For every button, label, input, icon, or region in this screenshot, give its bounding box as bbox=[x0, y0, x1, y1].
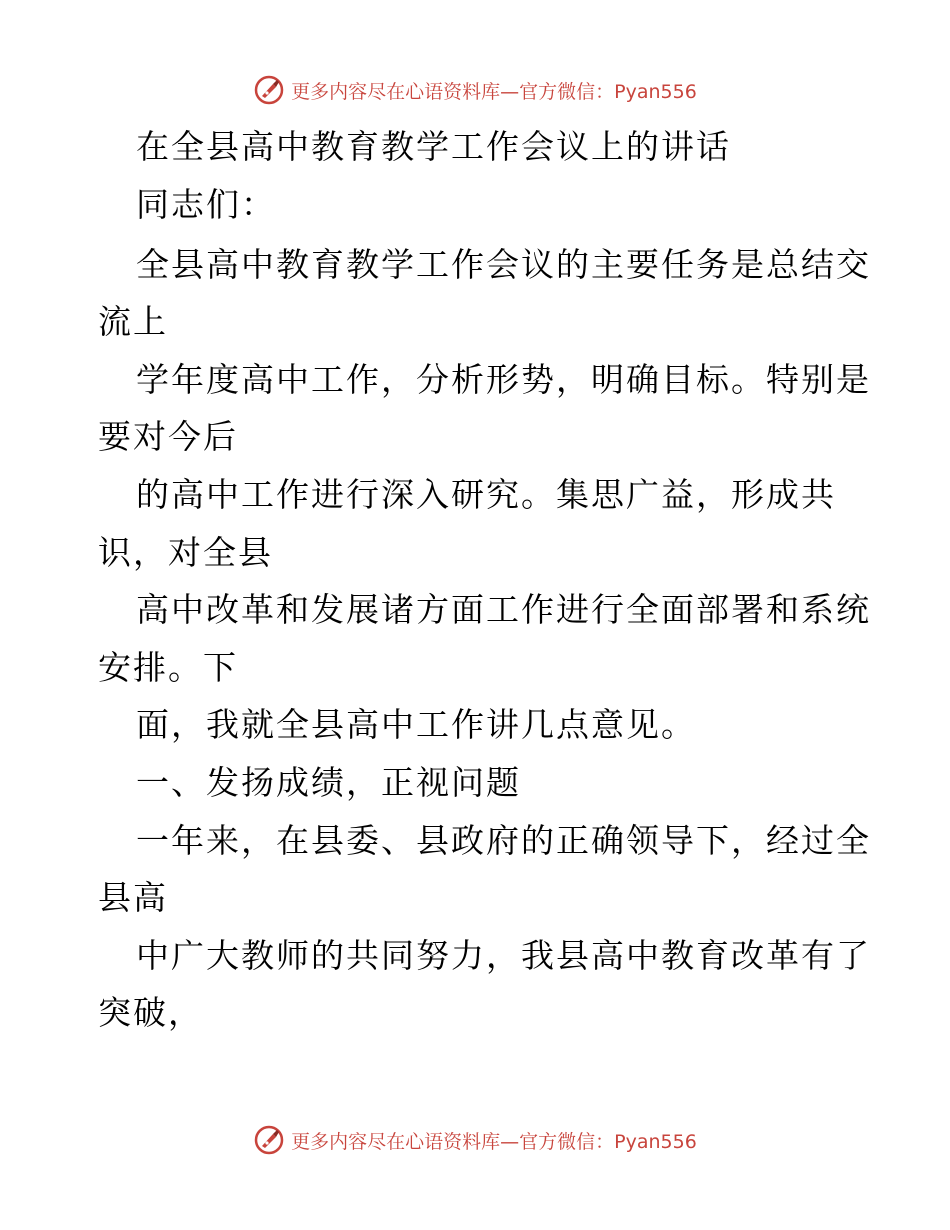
paragraph-line: 突破， bbox=[98, 993, 203, 1032]
paragraph-line: 的高中工作进行深入研究。集思广益，形成共 bbox=[136, 475, 836, 514]
paragraph-line: 全县高中教育教学工作会议的主要任务是总结交 bbox=[136, 245, 871, 284]
watermark-text: 更多内容尽在心语资料库—官方微信：Pyan556 bbox=[291, 1130, 697, 1153]
paragraph-line: 要对今后 bbox=[98, 417, 238, 456]
paragraph-line: 高中改革和发展诸方面工作进行全面部署和系统 bbox=[136, 590, 871, 629]
watermark-footer bbox=[0, 1120, 950, 1160]
paragraph-line: 识，对全县 bbox=[98, 533, 273, 572]
paragraph-line: 中广大教师的共同努力，我县高中教育改革有了 bbox=[136, 936, 871, 975]
section-heading: 一、发扬成绩，正视问题 bbox=[136, 763, 521, 802]
paragraph-line: 安排。下 bbox=[98, 648, 238, 687]
paragraph-line: 县高 bbox=[98, 878, 168, 917]
paragraph-line: 一年来，在县委、县政府的正确领导下，经过全 bbox=[136, 821, 871, 860]
watermark-header bbox=[0, 70, 950, 110]
pen-nib-logo-icon bbox=[253, 74, 285, 106]
paragraph-line: 学年度高中工作，分析形势，明确目标。特别是 bbox=[136, 360, 871, 399]
paragraph-line: 流上 bbox=[98, 302, 168, 341]
watermark-text: 更多内容尽在心语资料库—官方微信：Pyan556 bbox=[291, 80, 697, 103]
document-title: 在全县高中教育教学工作会议上的讲话 bbox=[136, 127, 731, 166]
paragraph-line: 面，我就全县高中工作讲几点意见。 bbox=[136, 705, 696, 744]
pen-nib-logo-icon bbox=[253, 1124, 285, 1156]
salutation: 同志们： bbox=[136, 185, 276, 224]
